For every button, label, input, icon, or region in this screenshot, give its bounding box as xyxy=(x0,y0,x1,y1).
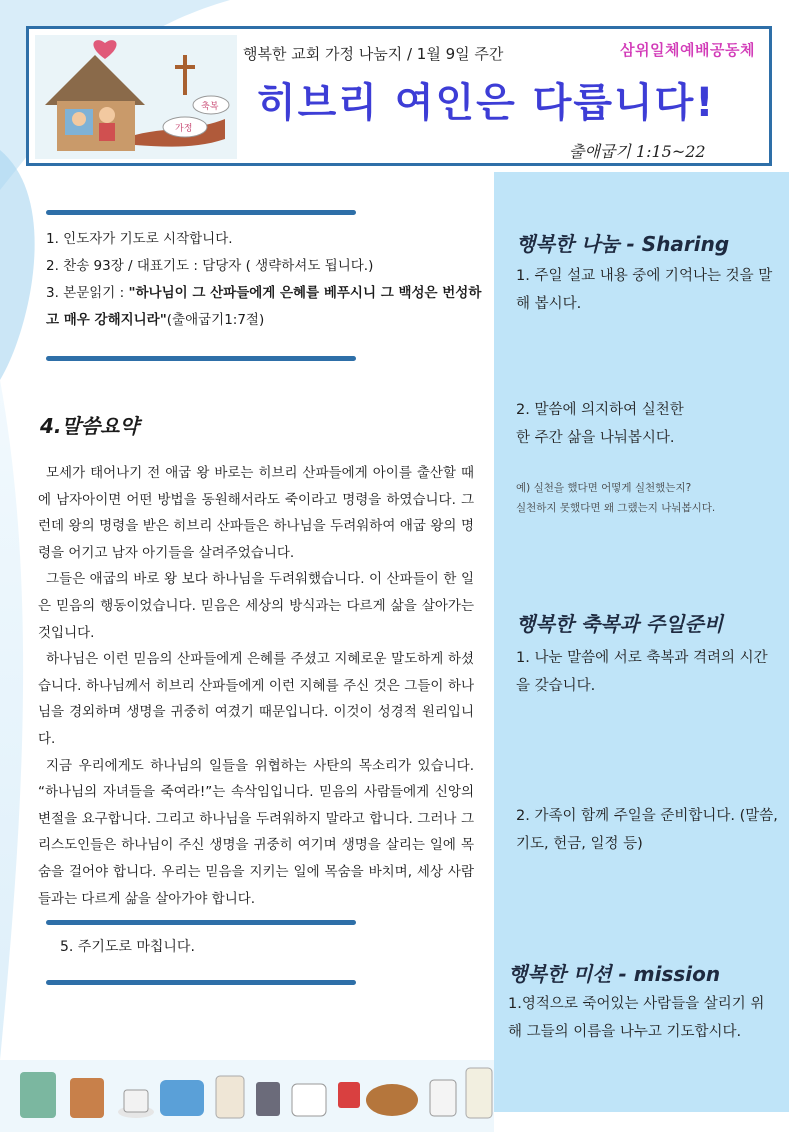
family-house-illustration xyxy=(35,35,237,159)
header-box xyxy=(26,26,772,166)
blessing-item-1: 1. 나눈 말씀에 서로 축복과 격려의 시간을 갖습니다. xyxy=(516,650,768,694)
sharing-example-note xyxy=(516,478,778,518)
closing-prayer: 5. 주기도로 마칩니다. xyxy=(60,939,195,955)
reading-source: (출애굽기1:7절) xyxy=(166,312,265,328)
scripture-reference: 출애굽기 1:15~22 xyxy=(569,142,706,161)
sharing-question-2-line1: 2. 말씀에 의지하여 실천한 xyxy=(516,402,684,418)
sharing-note-line2: 실천하지 못했다면 왜 그랬는지 나눠봅시다. xyxy=(516,502,716,514)
page-title: 히브리 여인은 다릅니다! xyxy=(257,80,716,126)
illustration-label-blessing: 축복 xyxy=(201,102,219,112)
newsletter-subtitle: 행복한 교회 가정 나눔지 / 1월 9일 주간 xyxy=(243,45,504,63)
agenda-item-reading xyxy=(46,280,491,334)
mission-title: 행복한 미션 - mission xyxy=(508,962,721,986)
summary-text xyxy=(38,460,474,912)
sharing-question-2 xyxy=(516,396,778,452)
reading-quote: "하나님이 그 산파들에게 은혜를 베푸시니 그 백성은 번성하고 매우 강해지니라" xyxy=(46,285,482,328)
divider-after-agenda xyxy=(46,356,356,361)
coffee-cups-decoration xyxy=(10,1060,494,1122)
summary-title: 4.말씀요약 xyxy=(40,414,139,438)
sharing-question-1: 1. 주일 설교 내용 중에 기억나는 것을 말해 봅시다. xyxy=(516,268,773,312)
illustration-label-family: 가정 xyxy=(175,124,193,134)
agenda-item-opening-prayer: 1. 인도자가 기도로 시작합니다. xyxy=(46,231,233,247)
divider-top xyxy=(46,210,356,215)
blessing-item-2: 2. 가족이 함께 주일을 준비합니다. (말씀, 기도, 헌금, 일정 등) xyxy=(516,808,778,852)
agenda-item-hymn: 2. 찬송 93장 / 대표기도 : 담당자 ( 생략하셔도 됩니다.) xyxy=(46,258,374,274)
sharing-note-line1: 예) 실천을 했다면 어떻게 실천했는지? xyxy=(516,482,692,494)
sharing-question-2-line2: 한 주간 삶을 나눠봅시다. xyxy=(516,430,675,446)
mission-item-1: 1.영적으로 죽어있는 사람들을 살리기 위해 그들의 이름을 나누고 기도합시다. xyxy=(508,996,765,1040)
divider-before-closing xyxy=(46,920,356,925)
community-name: 삼위일체예배공동체 xyxy=(620,41,755,59)
agenda-list xyxy=(46,226,491,334)
sharing-title: 행복한 나눔 - Sharing xyxy=(516,232,730,256)
right-panel xyxy=(494,172,789,1112)
reading-prefix: 3. 본문읽기 : xyxy=(46,285,129,301)
summary-paragraph: 지금 우리에게도 하나님의 일들을 위협하는 사탄의 목소리가 있습니다. “하나님의 자녀들을 죽여라!”는 속삭임입니다. 믿음의 사람들에게 신앙의 변절을 요구합니다. 그리고 하나님을 두려워하지 말라고 합니다. 그러나 그리스도인들은 하나님이 주신 생명을 귀중히 여기며 생명을 살리는 일에 목숨을 걸어야 합니다. 우리는 믿음을 지키는 일에 목숨을 바치며, 세상 사람들과는 다르게 삶을 살아가야 합니다. xyxy=(38,757,474,907)
divider-after-closing xyxy=(46,980,356,985)
summary-paragraph: 모세가 태어나기 전 애굽 왕 바로는 히브리 산파들에게 아이를 출산할 때에 남자아이면 어떤 방법을 동원해서라도 죽이라고 명령을 하였습니다. 그런데 왕의 명령을 받은 히브리 산파들은 하나님을 두려워하여 애굽 왕의 명령을 어기고 남자 아기들을 살려주었습니다. xyxy=(38,465,474,561)
blessing-title: 행복한 축복과 주일준비 xyxy=(516,612,724,636)
summary-paragraph: 하나님은 이런 믿음의 산파들에게 은혜를 주셨고 지혜로운 말도하게 하셨습니다. 하나님께서 히브리 산파들에게 이런 지혜를 주신 것은 그들이 하나님을 경외하며 생명을 귀중히 여겼기 때문입니다. 이것이 성경적 원리입니다. xyxy=(38,651,474,747)
summary-paragraph: 그들은 애굽의 바로 왕 보다 하나님을 두려워했습니다. 이 산파들이 한 일은 믿음의 행동이었습니다. 믿음은 세상의 방식과는 다르게 삶을 살아가는 것입니다. xyxy=(38,571,474,641)
